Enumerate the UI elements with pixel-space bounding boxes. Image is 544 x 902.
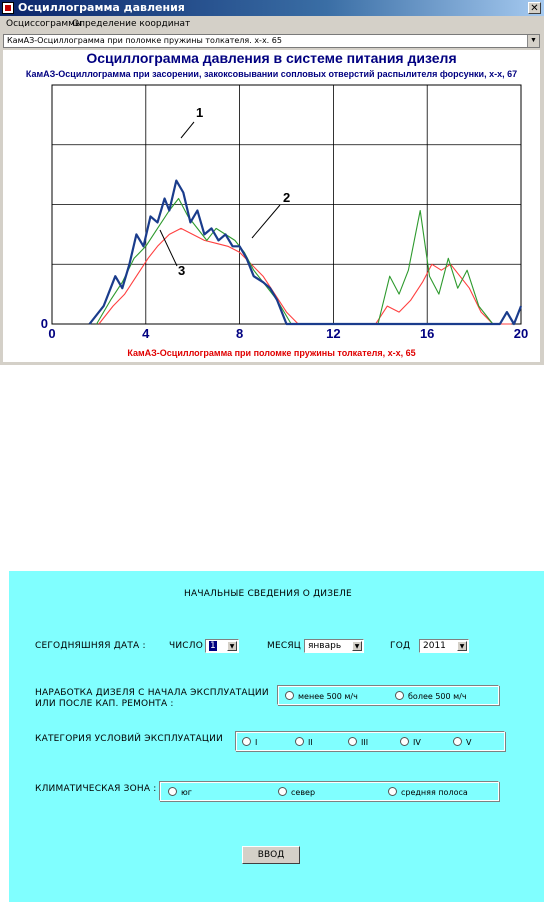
radio-category-3[interactable] (348, 737, 368, 747)
x-tick-label: 0 (48, 326, 56, 341)
oscillogram-window (0, 0, 544, 365)
chart-area (3, 50, 540, 362)
radio-circle-icon (242, 737, 251, 746)
annotation-label-1: 1 (196, 105, 204, 120)
diesel-info-form (9, 571, 544, 902)
y-tick-label: 0 (40, 316, 48, 331)
month-select-value: январь (308, 641, 342, 651)
radio-category-5[interactable] (453, 737, 471, 747)
hours-label-line1: НАРАБОТКА ДИЗЕЛЯ С НАЧАЛА ЭКСПЛУАТАЦИИ (35, 688, 269, 698)
x-tick-label: 16 (419, 326, 435, 341)
oscillogram-select-value: КамАЗ-Осциллограмма при поломке пружины толкателя. х-х. 65 (7, 36, 282, 45)
today-label: СЕГОДНЯШНЯЯ ДАТА : (35, 641, 146, 651)
pressure-chart (3, 50, 540, 350)
radio-circle-icon (395, 691, 404, 700)
hours-radio-group (277, 685, 499, 705)
x-tick-label: 12 (326, 326, 341, 341)
radio-circle-icon (285, 691, 294, 700)
month-label: МЕСЯЦ (267, 641, 301, 651)
radio-category-1-label: I (255, 738, 258, 747)
radio-zone-middle-label: средняя полоса (401, 788, 468, 797)
hours-label-line2: ИЛИ ПОСЛЕ КАП. РЕМОНТА : (35, 699, 174, 709)
submit-button[interactable]: ВВОД (242, 846, 300, 864)
radio-category-4[interactable] (400, 737, 421, 747)
day-select-value: 1 (210, 641, 216, 651)
radio-category-5-label: V (466, 738, 472, 747)
chevron-down-icon[interactable]: ▼ (527, 35, 539, 47)
radio-category-4-label: IV (413, 738, 421, 747)
radio-circle-icon (168, 787, 177, 796)
close-button[interactable]: ✕ (528, 2, 541, 14)
radio-circle-icon (278, 787, 287, 796)
radio-zone-north[interactable] (278, 787, 315, 797)
chevron-down-icon[interactable]: ▼ (457, 641, 467, 651)
chart-title: Осциллограмма давления в системе питания дизеля (86, 50, 457, 66)
form-heading: НАЧАЛЬНЫЕ СВЕДЕНИЯ О ДИЗЕЛЕ (184, 589, 352, 599)
month-select[interactable] (304, 639, 364, 653)
radio-category-1[interactable] (242, 737, 257, 747)
chart-xlabel: КамАЗ-Осциллограмма при поломке пружины толкателя, х-х, 65 (127, 348, 416, 358)
zone-label: КЛИМАТИЧЕСКАЯ ЗОНА : (35, 784, 157, 794)
radio-hours-less-label: менее 500 м/ч (298, 692, 358, 701)
radio-circle-icon (348, 737, 357, 746)
radio-circle-icon (388, 787, 397, 796)
day-label: ЧИСЛО (169, 641, 204, 651)
category-radio-group (235, 731, 505, 751)
radio-circle-icon (453, 737, 462, 746)
year-select[interactable] (419, 639, 469, 653)
radio-zone-south[interactable] (168, 787, 192, 797)
annotation-label-3: 3 (178, 263, 186, 278)
x-tick-label: 4 (142, 326, 150, 341)
category-label: КАТЕГОРИЯ УСЛОВИЙ ЭКСПЛУАТАЦИИ (35, 734, 223, 744)
menu-coordinates[interactable]: Определение координат (72, 19, 191, 29)
annotation-label-2: 2 (283, 190, 291, 205)
chevron-down-icon[interactable]: ▼ (227, 641, 237, 651)
radio-hours-more-label: более 500 м/ч (408, 692, 467, 701)
chart-subtitle: КамАЗ-Осциллограмма при засорении, закоксовывании сопловых отверстий распылителя форсунки, х-х, 67 (25, 69, 518, 79)
app-icon (2, 2, 14, 14)
zone-radio-group (159, 781, 499, 801)
radio-hours-more[interactable] (395, 691, 467, 701)
radio-category-2-label: II (308, 738, 313, 747)
radio-hours-less[interactable] (285, 691, 358, 701)
radio-circle-icon (400, 737, 409, 746)
radio-category-3-label: III (361, 738, 369, 747)
title-bar[interactable] (0, 0, 544, 16)
radio-circle-icon (295, 737, 304, 746)
window-title: Осциллограмма давления (18, 1, 185, 14)
radio-category-2[interactable] (295, 737, 313, 747)
day-select[interactable] (205, 639, 239, 653)
oscillogram-select[interactable] (3, 34, 540, 48)
chevron-down-icon[interactable]: ▼ (352, 641, 362, 651)
year-select-value: 2011 (423, 641, 446, 651)
menu-oscillograms[interactable]: Осциссограммы (6, 19, 83, 29)
x-tick-label: 20 (513, 326, 529, 341)
radio-zone-north-label: север (291, 788, 316, 797)
year-label: ГОД (390, 641, 411, 651)
x-tick-label: 8 (235, 326, 244, 341)
menu-bar (0, 17, 544, 32)
radio-zone-south-label: юг (181, 788, 192, 797)
radio-zone-middle[interactable] (388, 787, 468, 797)
